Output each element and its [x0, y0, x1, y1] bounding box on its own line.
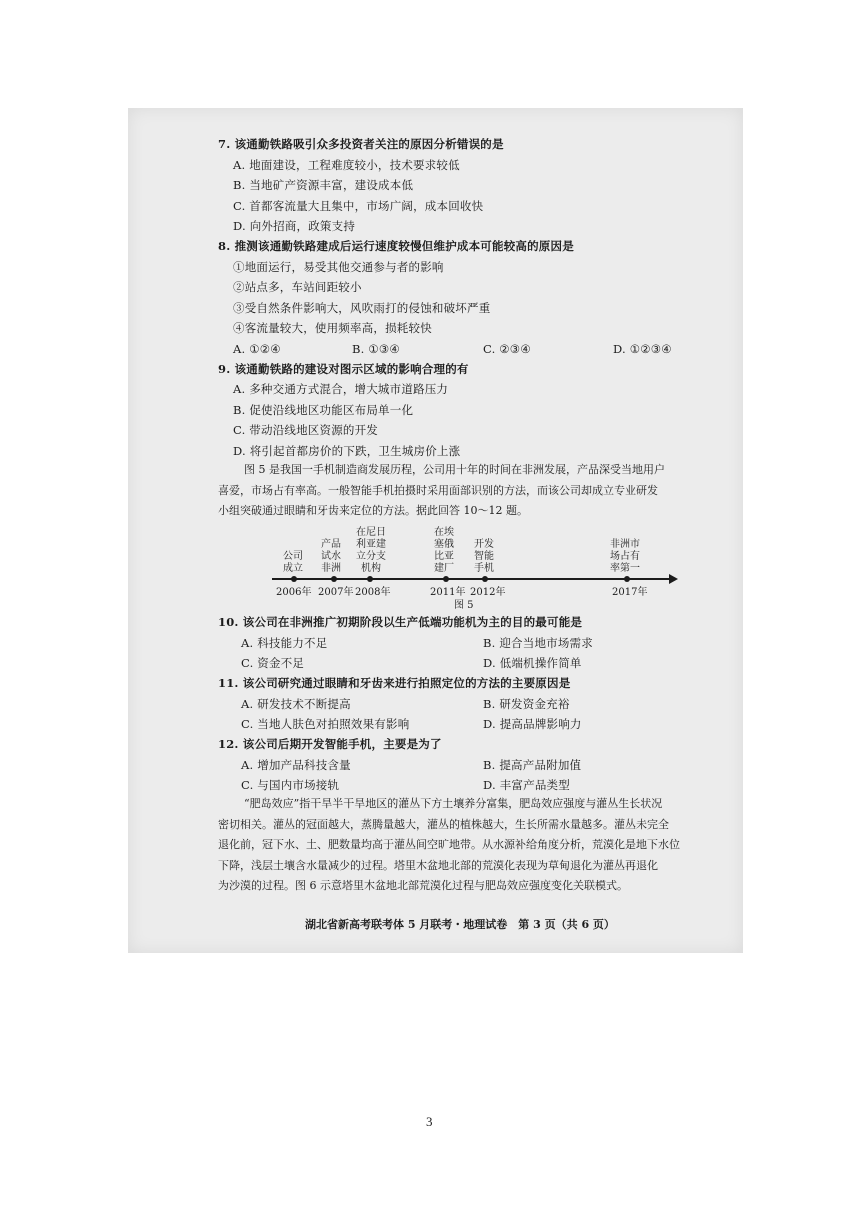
q12-option-d: D. 丰富产品类型: [483, 778, 570, 792]
event-3-line-2: 利亚建: [356, 539, 386, 550]
q11-stem: 11. 该公司研究通过眼睛和牙齿来进行拍照定位的方法的主要原因是: [218, 676, 571, 690]
page-number: 3: [426, 1114, 433, 1129]
q9-stem: 9. 该通勤铁路的建设对图示区域的影响合理的有: [218, 362, 469, 376]
intro1-line-3: 小组突破通过眼睛和牙齿来定位的方法。据此回答 10～12 题。: [218, 504, 528, 517]
event-label-1: [283, 551, 303, 575]
q10-stem: 10. 该公司在非洲推广初期阶段以生产低端功能机为主的目的最可能是: [218, 615, 583, 629]
timeline-dot: [291, 576, 297, 582]
q11-option-a: A. 研发技术不断提高: [241, 697, 351, 711]
event-label-5: [474, 539, 494, 575]
q8-item-3: ③受自然条件影响大，风吹雨打的侵蚀和破坏严重: [233, 301, 491, 315]
q8-option-c: C. ②③④: [483, 342, 531, 356]
q11-option-d: D. 提高品牌影响力: [483, 717, 582, 731]
intro2-line-2: 密切相关。灌丛的冠面越大，蒸腾量越大，灌丛的植株越大，生长所需水量越多。灌丛未完全: [218, 817, 669, 831]
q8-item-2: ②站点多，车站间距较小: [233, 280, 362, 294]
q8-item-4: ④客流量较大，使用频率高，损耗较快: [233, 321, 432, 335]
q10-option-b: B. 迎合当地市场需求: [483, 636, 593, 650]
intro2-line-3: 退化前，冠下水、土、肥数量均高于灌丛间空旷地带。从水源补给角度分析，荒漠化是地下水位: [218, 838, 680, 851]
q10-option-c: C. 资金不足: [241, 656, 305, 670]
timeline-dot: [443, 576, 449, 582]
intro2-line-4: 下降，浅层土壤含水量减少的过程。塔里木盆地北部的荒漠化表现为草甸退化为灌丛再退化: [218, 858, 658, 872]
q7-option-c: C. 首都客流量大且集中，市场广阔，成本回收快: [233, 199, 484, 213]
event-2-line-3: 非洲: [321, 563, 341, 574]
intro2-line-1: “肥岛效应”指干旱半干旱地区的灌丛下方土壤养分富集，肥岛效应强度与灌丛生长状况: [244, 797, 663, 810]
timeline-dot: [482, 576, 488, 582]
event-4-line-4: 建厂: [434, 563, 454, 574]
timeline-dot: [367, 576, 373, 582]
q7-option-a: A. 地面建设，工程难度较小，技术要求较低: [233, 158, 460, 172]
event-label-2: [321, 539, 341, 575]
event-4-line-3: 比亚: [434, 551, 454, 562]
year-2007: 2007年: [318, 587, 354, 598]
event-5-line-2: 智能: [474, 551, 494, 562]
q8-option-b: B. ①③④: [352, 342, 400, 356]
figure-caption: 图 5: [454, 600, 474, 611]
q10-option-a: A. 科技能力不足: [241, 636, 328, 650]
event-label-6: [610, 539, 640, 575]
event-6-line-3: 率第一: [610, 563, 640, 574]
event-1-line-2: 成立: [283, 563, 303, 574]
q12-option-c: C. 与国内市场接轨: [241, 778, 340, 792]
q8-item-1: ①地面运行，易受其他交通参与者的影响: [233, 260, 444, 274]
q9-option-b: B. 促使沿线地区功能区布局单一化: [233, 403, 414, 417]
q11-option-b: B. 研发资金充裕: [483, 697, 570, 711]
q7-option-d: D. 向外招商，政策支持: [233, 219, 356, 233]
intro1-line-1: 图 5 是我国一手机制造商发展历程，公司用十年的时间在非洲发展，产品深受当地用户: [244, 463, 665, 476]
event-3-line-3: 立分支: [356, 551, 386, 562]
event-2-line-2: 试水: [321, 551, 341, 562]
q7-option-b: B. 当地矿产资源丰富，建设成本低: [233, 178, 414, 192]
q12-option-a: A. 增加产品科技含量: [241, 758, 351, 772]
q9-option-a: A. 多种交通方式混合，增大城市道路压力: [233, 382, 449, 396]
event-label-4: [434, 527, 454, 575]
intro1-line-2: 喜爱，市场占有率高。一般智能手机拍摄时采用面部识别的方法，而该公司却成立专业研发: [218, 483, 658, 497]
q8-option-d: D. ①②③④: [613, 342, 672, 356]
event-3-line-1: 在尼日: [356, 527, 386, 538]
event-3-line-4: 机构: [361, 563, 381, 574]
year-2006: 2006年: [276, 587, 312, 598]
q9-option-d: D. 将引起首都房价的下跌，卫生城房价上涨: [233, 444, 461, 458]
q12-stem: 12. 该公司后期开发智能手机，主要是为了: [218, 737, 442, 751]
event-6-line-2: 场占有: [610, 551, 640, 562]
event-2-line-1: 产品: [321, 539, 341, 550]
q10-option-d: D. 低端机操作简单: [483, 656, 582, 670]
event-1-line-1: 公司: [283, 551, 303, 562]
q8-stem: 8. 推测该通勤铁路建成后运行速度较慢但维护成本可能较高的原因是: [218, 239, 574, 253]
event-label-3: [356, 527, 386, 575]
year-2011: 2011年: [430, 587, 466, 598]
q7-stem: 7. 该通勤铁路吸引众多投资者关注的原因分析错误的是: [218, 137, 504, 151]
event-4-line-2: 塞俄: [434, 539, 454, 550]
event-5-line-3: 手机: [474, 563, 494, 574]
page-footer: 湖北省新高考联考体 5 月联考・地理试卷 第 3 页（共 6 页）: [305, 918, 615, 931]
q11-option-c: C. 当地人肤色对拍照效果有影响: [241, 717, 410, 731]
q12-option-b: B. 提高产品附加值: [483, 758, 582, 772]
year-2008: 2008年: [355, 587, 391, 598]
intro-paragraph-1: [218, 460, 722, 522]
intro-paragraph-2: [218, 794, 722, 897]
timeline-dot: [331, 576, 337, 582]
event-4-line-1: 在埃: [434, 527, 454, 538]
timeline-dot: [624, 576, 630, 582]
event-5-line-1: 开发: [474, 539, 494, 550]
q9-option-c: C. 带动沿线地区资源的开发: [233, 423, 378, 437]
intro2-line-5: 为沙漠的过程。图 6 示意塔里木盆地北部荒漠化过程与肥岛效应强度变化关联模式。: [218, 879, 628, 892]
year-2012: 2012年: [470, 587, 506, 598]
year-2017: 2017年: [612, 587, 648, 598]
q8-option-a: A. ①②④: [233, 342, 281, 356]
event-6-line-1: 非洲市: [610, 539, 640, 550]
